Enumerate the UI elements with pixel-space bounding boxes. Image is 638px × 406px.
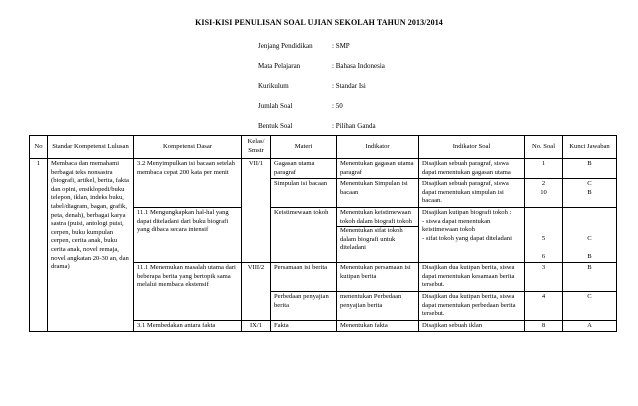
header-materi: Materi <box>271 136 337 159</box>
cell-no-soal: 3 <box>525 263 563 292</box>
header-no: No <box>30 136 48 159</box>
meta-key: Mata Pelajaran <box>258 62 301 70</box>
cell-kelas: VIII/2 <box>242 263 271 321</box>
cell-materi: Perbedaan penyajian berita <box>271 291 337 320</box>
meta-key: Kurikulum <box>258 82 289 90</box>
cell-no-soal: 4 <box>525 291 563 320</box>
kunci-value: C <box>587 180 592 188</box>
grid-table <box>29 135 617 332</box>
cell-indikator <box>337 207 419 262</box>
cell-kunci <box>563 207 617 262</box>
meta-row <box>258 62 385 82</box>
cell-indikator-soal: Disajikan sebuah paragraf, siswa dapat menentukan gagasan utama <box>419 159 525 179</box>
cell-no-soal: 8 <box>525 320 563 332</box>
cell-kd <box>134 207 242 262</box>
cell-materi: Fakta <box>271 320 337 332</box>
header-kunci: Kunci Jawaban <box>563 136 617 159</box>
no-soal-value: 5 <box>541 234 546 242</box>
cell-no-soal: 1 <box>525 159 563 179</box>
indikator-soal-text: Disajikan kutipan biografi tokoh : <box>422 208 512 216</box>
cell-kd: 11.1 Menemukan masalah utama dari beberapa berita yang bertopik sama melalui membaca ekstensif <box>134 263 242 321</box>
cell-indikator-soal: Disajikan dua kutipan berita, siswa dapat menentukan perbedaan berita tersebut. <box>419 291 525 320</box>
cell-indikator: Menentukan Simpulan isi bacaan <box>337 179 419 208</box>
cell-materi: Gagasan utama paragraf <box>271 159 337 179</box>
meta-row <box>258 82 385 102</box>
meta-value: : Standar Isi <box>332 82 366 90</box>
kunci-value: C <box>587 234 592 242</box>
cell-kelas: VII/1 <box>242 159 271 263</box>
cell-indikator: Menentukan gagasan utama paragraf <box>337 159 419 179</box>
cell-indikator: Menentukan persamaan isi kutipan berita <box>337 263 419 292</box>
header-indikator: Indikator <box>337 136 419 159</box>
table-row <box>30 159 617 179</box>
cell-indikator: Menentukan fakta <box>337 320 419 332</box>
kunci-value: B <box>587 188 592 196</box>
indikator-soal-text: - siswa dapat menentukan keistimewaan tokoh <box>422 217 491 234</box>
header-no-soal: No. Soal <box>525 136 563 159</box>
cell-kd: 3.1 Membedakan antara fakta <box>134 320 242 332</box>
meta-key: Jenjang Pendidikan <box>258 42 313 50</box>
cell-kunci <box>563 179 617 208</box>
no-soal-value: 2 <box>541 180 546 188</box>
cell-no-soal <box>525 179 563 208</box>
cell-indikator-soal: Disajikan sebuah iklan <box>419 320 525 332</box>
kd-text: 11.1 Mengungkapkan hal-hal yang dapat diteladani dari buku biografi yang dibaca secara intensif <box>137 208 229 234</box>
indikator-text: Menentukan keistimewaan tokoh dalam biografi tokoh <box>337 209 418 227</box>
header-standar-kompetensi: Standar Kompetensi Lulusan <box>48 136 134 159</box>
document-title: KISI-KISI PENULISAN SOAL UJIAN SEKOLAH TAHUN 2013/2014 <box>195 18 443 27</box>
cell-materi: Persamaan isi berita <box>271 263 337 292</box>
kunci-value: B <box>587 252 592 260</box>
cell-indikator-soal <box>419 207 525 262</box>
meta-row <box>258 102 385 122</box>
meta-value: : SMP <box>332 42 350 50</box>
cell-standar-kompetensi: Membaca dan memahami berbagai teks nonsastra (biografi, artikel, berita, fakta dan opini, ensiklopedi/buku telepon, iklan, indeks buku, tabel/diagram, bagan, grafik, peta, denah), berbagai karya sastra (puisi, antologi puisi, cerpen, buku kumpulan cerpen, cerita anak, buku cerita anak, novel remaja, novel angkatan 20-30 an, dan drama) <box>48 159 134 332</box>
cell-indikator-soal: Disajikan sebuah paragraf, siswa dapat menentukan simpulan isi bacaan. <box>419 179 525 208</box>
header-indikator-soal: Indikator Soal <box>419 136 525 159</box>
document-meta <box>258 42 385 142</box>
header-kelas: Kelas/ Smstr <box>242 136 271 159</box>
cell-kd: 3.2 Menyimpulkan isi bacaan setelah membaca cepat 200 kata per menit <box>134 159 242 208</box>
meta-value: : Bahasa Indonesia <box>332 62 385 70</box>
cell-no-soal <box>525 207 563 262</box>
no-soal-value: 10 <box>540 188 547 196</box>
indikator-soal-text: - sifat tokoh yang dapat diteladani <box>422 234 512 242</box>
indikator-text: Menentukan sifat tokoh dalam biografi untuk diteladani <box>340 227 403 252</box>
cell-kunci: B <box>563 263 617 292</box>
meta-key: Jumlah Soal <box>258 102 293 110</box>
cell-kunci: C <box>563 291 617 320</box>
cell-kunci: B <box>563 159 617 179</box>
meta-value: : 50 <box>332 102 343 110</box>
header-kompetensi-dasar: Kompetensi Dasar <box>134 136 242 159</box>
cell-kunci: A <box>563 320 617 332</box>
meta-key: Bentuk Soal <box>258 122 293 130</box>
header-row <box>30 136 617 159</box>
cell-materi: Keistimewaan tokoh <box>271 207 337 262</box>
cell-materi: Simpulan isi bacaan <box>271 179 337 208</box>
cell-no: 1 <box>30 159 48 332</box>
meta-value: : Pilihan Ganda <box>332 122 376 130</box>
cell-indikator: menentukan Perbedaan penyajian berita <box>337 291 419 320</box>
cell-indikator-soal: Disajikan dua kutipan berita, siswa dapat menentukan kesamaan berita tersebut. <box>419 263 525 292</box>
meta-row <box>258 42 385 62</box>
no-soal-value: 6 <box>541 252 546 260</box>
cell-kelas: IX/1 <box>242 320 271 332</box>
